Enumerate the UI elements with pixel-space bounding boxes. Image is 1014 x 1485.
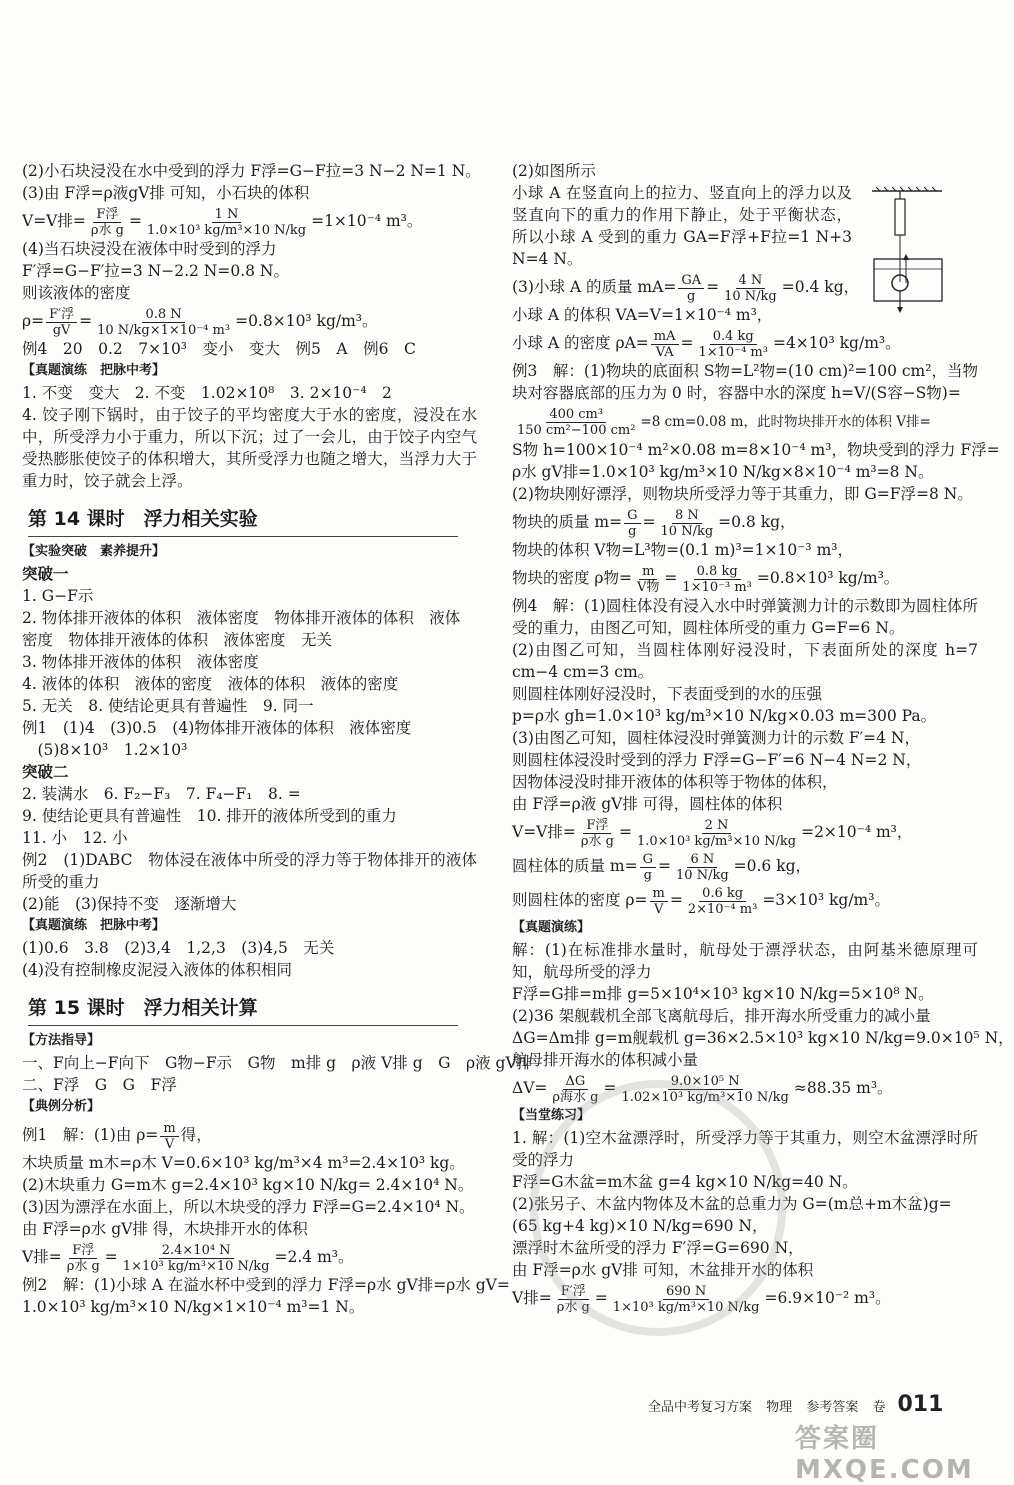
answer-line: (2)物块刚好漂浮，则物块所受浮力等于其重力，即 G=F浮=8 N。 bbox=[512, 485, 973, 503]
formula-text: =6.9×10⁻² m³。 bbox=[764, 1289, 891, 1307]
section-heading: 【实验突破 素养提升】 bbox=[22, 544, 166, 559]
fraction bbox=[721, 273, 780, 304]
denominator: 1.0×10³ kg/m³×10 N/kg bbox=[146, 222, 307, 238]
formula-cd bbox=[512, 883, 978, 917]
numerator: F′浮 bbox=[46, 307, 77, 323]
formula-text: =0.8 kg， bbox=[718, 513, 796, 531]
fraction bbox=[514, 407, 638, 438]
answer-line: 物块的体积 V物=L³物=(0.1 m)³=1×10⁻³ m³， bbox=[512, 541, 853, 559]
numerator: 0.8 kg bbox=[694, 564, 741, 580]
formula-volume bbox=[22, 204, 477, 238]
numerator: 6 N bbox=[687, 852, 717, 868]
denominator: 150 cm²−100 cm² bbox=[517, 422, 636, 438]
numerator: F′浮 bbox=[558, 1284, 589, 1300]
formula-text: ρ= bbox=[22, 312, 45, 330]
subsection-title: 突破二 bbox=[22, 762, 69, 781]
section-heading: 【真题演练 把脉中考】 bbox=[22, 363, 166, 378]
answer-line: 4. 液体的体积 液体的密度 液体的体积 液体的密度 bbox=[22, 675, 399, 693]
fraction bbox=[120, 1243, 273, 1274]
fraction bbox=[144, 207, 309, 238]
formula-text: = bbox=[128, 212, 142, 230]
answer-line: F浮=G木盆=m木盆 g=4 kg×10 N/kg=40 N。 bbox=[512, 1173, 858, 1191]
formula-text: = bbox=[618, 823, 632, 841]
denominator: 1×10⁻⁴ m³ bbox=[698, 344, 768, 360]
denominator: ρ水 g bbox=[556, 1299, 590, 1315]
answer-line: (1)0.6 3.8 (2)3,4 1,2,3 (3)4,5 无关 bbox=[22, 939, 335, 957]
answer-paragraph: 小球 A 在竖直向上的拉力、竖直向上的浮力以及竖直向下的重力的作用下静止，处于平衡状态，所以小球 A 受到的重力 GA=F浮+F拉=1 N+3 N=4 N。 bbox=[512, 184, 852, 268]
answer-line: (2)能 (3)保持不变 逐渐增大 bbox=[22, 895, 237, 913]
denominator: V bbox=[654, 901, 664, 917]
denominator: 1.02×10³ kg/m³×10 N/kg bbox=[621, 1089, 789, 1105]
denominator: 1×10⁻³ m³ bbox=[682, 579, 752, 595]
formula-text: 物块的质量 m= bbox=[512, 513, 623, 531]
section-heading: 【真题演练 把脉中考】 bbox=[22, 918, 166, 933]
numerator: 400 cm³ bbox=[546, 407, 606, 423]
denominator: gV bbox=[52, 322, 71, 338]
formula-text: =0.6 kg， bbox=[733, 857, 812, 875]
numerator: 690 N bbox=[663, 1284, 709, 1300]
formula-text: = bbox=[603, 1079, 617, 1097]
answer-line: 11. 小 12. 小 bbox=[22, 829, 128, 847]
answer-line: 木块质量 m木=ρ木 V=0.6×10³ kg/m³×4 m³=2.4×10³ kg。 bbox=[22, 1154, 465, 1172]
numerator: m bbox=[650, 886, 668, 902]
answer-line: (3)由图乙可知，圆柱体浸没时弹簧测力计的示数 F′=4 N， bbox=[512, 729, 920, 747]
formula-text: = bbox=[706, 278, 720, 296]
denominator: g bbox=[628, 523, 637, 539]
fraction bbox=[696, 329, 771, 360]
answer-line: F浮=G排=m排 g=5×10⁴×10³ kg×10 N/kg=5×10⁸ N。 bbox=[512, 985, 934, 1003]
answer-line: 例4 20 0.2 7×10³ 变小 变大 例5 A 例6 C bbox=[22, 340, 416, 358]
numerator: 1 N bbox=[212, 207, 242, 223]
answer-paragraph: 例2 (1)DABC 物体浸在液体中所受的浮力等于物体排开的液体所受的重力 bbox=[22, 851, 477, 891]
answer-line: 例1 (1)4 (3)0.5 (4)物体排开液体的体积 液体密度 bbox=[22, 719, 412, 737]
answer-line: p=ρ水 gh=1.0×10³ kg/m³×10 N/kg×0.03 m=300 Pa。 bbox=[512, 707, 937, 725]
fraction bbox=[624, 508, 640, 539]
answer-line: (3)因为漂浮在水面上，所以木块受的浮力 F浮=G=2.4×10⁴ N。 bbox=[22, 1198, 475, 1216]
formula-ex1 bbox=[22, 1118, 477, 1152]
answer-line: ρ水 gV排=1.0×10³ kg/m³×10 N/kg×8×10⁻⁴ m³=8 N。 bbox=[512, 463, 934, 481]
denominator: V bbox=[164, 1136, 175, 1152]
numerator: 0.4 kg bbox=[710, 329, 757, 345]
fraction bbox=[651, 329, 679, 360]
formula-text: =0.8×10³ kg/m³。 bbox=[756, 569, 900, 587]
fraction bbox=[685, 886, 760, 917]
text-line: (2)小石块浸没在水中受到的浮力 F浮=G−F拉=3 N−2 N=1 N。 bbox=[22, 162, 481, 180]
answers-label: 参考答案 bbox=[806, 1400, 859, 1415]
answer-line: 5. 无关 8. 使结论更具有普遍性 9. 同一 bbox=[22, 697, 314, 715]
numerator: F浮 bbox=[69, 1243, 97, 1259]
watermark-logo: 答案圈 MXQE.COM bbox=[795, 1424, 974, 1485]
denominator: ρ水 g bbox=[66, 1258, 100, 1274]
formula-d bbox=[512, 561, 978, 595]
denominator: 2×10⁻⁴ m³ bbox=[687, 901, 758, 917]
numerator: 0.8 N bbox=[142, 307, 184, 323]
fraction bbox=[46, 307, 77, 338]
formula-vpai bbox=[22, 1240, 477, 1274]
fraction bbox=[640, 852, 656, 883]
numerator: mA bbox=[651, 329, 679, 345]
answer-line: 3. 物体排开液体的体积 液体密度 bbox=[22, 653, 259, 671]
fraction bbox=[88, 207, 127, 238]
answer-line: 例2 解：(1)小球 A 在溢水杯中受到的浮力 F浮=ρ水 gV排=ρ水 gV= bbox=[22, 1276, 510, 1294]
formula-text: =8 cm=0.08 m，此时物块排开水的体积 V排= bbox=[640, 414, 931, 430]
lesson-title: 第 14 课时 浮力相关实验 bbox=[28, 504, 458, 537]
answer-paragraph: 例3 解：(1)物块的底面积 S物=L²物=(10 cm)²=100 cm²，当物块对容器底部的压力为 0 时，容器中水的深度 h=V/(S容−S物)= bbox=[512, 362, 978, 402]
formula-m bbox=[512, 505, 978, 539]
numerator: F浮 bbox=[583, 818, 611, 834]
spring-scale bbox=[895, 199, 905, 235]
answer-line: ΔG=Δm排 g=m舰载机 g=36×2.5×10³ kg×10 N/kg=9.0×10⁵ N， bbox=[512, 1029, 1014, 1047]
fraction bbox=[650, 886, 668, 917]
answer-line: 则圆柱体浸没时受到的浮力 F浮=G−F′=6 N−4 N=2 N， bbox=[512, 751, 922, 769]
denominator: 1×10³ kg/m³×10 N/kg bbox=[122, 1258, 270, 1274]
formula-text: V排= bbox=[22, 1248, 62, 1266]
section-heading: 【真题演练】 bbox=[512, 920, 591, 935]
answer-paragraph: 4. 饺子刚下锅时，由于饺子的平均密度大于水的密度，浸没在水中，所受浮力小于重力，所以下沉；过了一会儿，由于饺子内空气受热膨胀使饺子的体积增大，其所受浮力也随之增大，当浮力大于重力时，饺子就会上浮。 bbox=[22, 406, 477, 490]
numerator: GA bbox=[678, 273, 704, 289]
answer-line: S物 h=100×10⁻⁴ m²×0.08 m=8×10⁻⁴ m³，物块受到的浮力 F浮= bbox=[512, 441, 1000, 459]
lesson-title: 第 15 课时 浮力相关计算 bbox=[28, 993, 458, 1026]
answer-line: (5)8×10³ 1.2×10³ bbox=[22, 741, 188, 759]
denominator: 1×10³ kg/m³×10 N/kg bbox=[612, 1299, 760, 1315]
formula-text: = bbox=[680, 334, 694, 352]
page-footer bbox=[648, 1392, 953, 1417]
numerator: G bbox=[624, 508, 640, 524]
formula-text: ≈88.35 m³。 bbox=[793, 1079, 893, 1097]
formula-depth bbox=[512, 404, 978, 439]
formula-text: (3)小球 A 的质量 mA= bbox=[512, 278, 677, 296]
answer-line: 由 F浮=ρ液 gV排 可得，圆柱体的体积 bbox=[512, 795, 783, 813]
fraction bbox=[634, 818, 799, 849]
answer-line: (2)如图所示 bbox=[512, 162, 596, 180]
denominator: 10 N/kg×1×10⁻⁴ m³ bbox=[97, 322, 231, 338]
formula-text: =2.4 m³。 bbox=[274, 1248, 354, 1266]
formula-text: =0.4 kg， bbox=[781, 278, 860, 296]
formula-text: = bbox=[79, 312, 93, 330]
answer-paragraph: 1. 解：(1)空木盆漂浮时，所受浮力等于其重力，则空木盆漂浮时所受的浮力 bbox=[512, 1129, 978, 1169]
section-heading: 【方法指导】 bbox=[22, 1033, 101, 1048]
formula-text: =3×10³ kg/m³。 bbox=[762, 891, 890, 909]
denominator: 10 N/kg bbox=[676, 867, 729, 883]
subject-label: 物理 bbox=[766, 1400, 793, 1415]
section-heading: 【当堂练习】 bbox=[512, 1108, 591, 1123]
formula-text: = bbox=[669, 891, 683, 909]
numerator: G bbox=[640, 852, 656, 868]
denominator: 1.0×10³ kg/m³×10 N/kg bbox=[636, 833, 797, 849]
denominator: 10 N/kg bbox=[660, 523, 714, 539]
formula-text: =4×10³ kg/m³。 bbox=[772, 334, 901, 352]
formula-text: =2×10⁻⁴ m³， bbox=[801, 823, 913, 841]
text-line: 则该液体的密度 bbox=[22, 284, 131, 302]
denominator: ρ海水 g bbox=[552, 1089, 599, 1105]
numerator: F浮 bbox=[93, 207, 121, 223]
formula-density bbox=[22, 304, 477, 338]
book-title: 全品中考复习方案 bbox=[648, 1400, 753, 1415]
answer-line: 密度 物体排开液体的体积 液体密度 无关 bbox=[22, 631, 333, 649]
force-diagram bbox=[862, 187, 954, 317]
answer-line: 由 F浮=ρ水 gV排 可知，木盆排开水的体积 bbox=[512, 1261, 814, 1279]
formula-text: 则圆柱体的密度 ρ= bbox=[512, 891, 648, 909]
page-number: 011 bbox=[897, 1392, 944, 1417]
numerator: 4 N bbox=[736, 273, 766, 289]
formula-text: =1×10⁻⁴ m³。 bbox=[311, 212, 423, 230]
formula-text: =0.8×10³ kg/m³。 bbox=[235, 312, 378, 330]
gravity-arrowhead bbox=[897, 307, 903, 313]
numerator: ΔG bbox=[563, 1074, 589, 1090]
denominator: 10 N/kg bbox=[724, 288, 777, 304]
formula-density-a bbox=[512, 326, 978, 360]
numerator: 9.0×10⁵ N bbox=[668, 1074, 743, 1090]
watermark-seal bbox=[530, 1080, 786, 1336]
fraction bbox=[673, 852, 732, 883]
answer-line: 1. G−F示 bbox=[22, 587, 94, 605]
numerator: m bbox=[639, 564, 657, 580]
formula-text: = bbox=[594, 1289, 608, 1307]
formula-cm bbox=[512, 849, 978, 883]
formula-text: = bbox=[642, 513, 656, 531]
answer-line: (65 kg+4 kg)×10 N/kg=690 N， bbox=[512, 1217, 768, 1235]
formula-text: 例1 解：(1)由 ρ= bbox=[22, 1126, 159, 1144]
numerator: 8 N bbox=[672, 508, 702, 524]
answer-line: (2)36 架舰载机全部飞离航母后，排开海水所受重力的减小量 bbox=[512, 1007, 931, 1025]
formula-text: V排= bbox=[512, 1289, 552, 1307]
buoyancy-arrowhead bbox=[903, 254, 909, 260]
fraction bbox=[679, 564, 754, 595]
fraction bbox=[678, 273, 704, 304]
volume-label: 卷 bbox=[872, 1400, 886, 1415]
formula-text: 小球 A 的密度 ρA= bbox=[512, 334, 649, 352]
answer-line: 9. 使结论更具有普遍性 10. 排开的液体所受到的重力 bbox=[22, 807, 397, 825]
answer-line: 漂浮时木盆所受的浮力 F′浮=G=690 N， bbox=[512, 1239, 804, 1257]
answer-line: 小球 A 的体积 VA=V=1×10⁻⁴ m³， bbox=[512, 306, 773, 324]
fraction bbox=[658, 508, 717, 539]
fraction bbox=[578, 818, 617, 849]
numerator: 2.4×10⁴ N bbox=[159, 1243, 234, 1259]
denominator: ρ水 g bbox=[580, 833, 614, 849]
denominator: g bbox=[643, 867, 652, 883]
denominator: g bbox=[687, 288, 696, 304]
text-line: (4)当石块浸没在液体中时受到的浮力 bbox=[22, 240, 277, 258]
formula-text: = bbox=[658, 857, 672, 875]
answer-line: 2. 装满水 6. F₂−F₃ 7. F₄−F₁ 8. = bbox=[22, 785, 301, 803]
answer-line: 航母排开海水的体积减小量 bbox=[512, 1051, 699, 1069]
fraction bbox=[160, 1121, 178, 1152]
answer-paragraph: 例4 解：(1)圆柱体没有浸入水中时弹簧测力计的示数即为圆柱体所受的重力，由图乙可知，圆柱体所受的重力 G=F=6 N。 bbox=[512, 597, 978, 637]
denominator: VA bbox=[655, 344, 674, 360]
answer-line: 1.0×10³ kg/m³×10 N/kg×1×10⁻⁴ m³=1 N。 bbox=[22, 1298, 365, 1316]
formula-cv bbox=[512, 815, 978, 849]
formula-text: V=V排= bbox=[22, 212, 86, 230]
answer-line: 二、F浮 G G F浮 bbox=[22, 1076, 177, 1094]
answer-line: 则圆柱体刚好浸没时，下表面受到的水的压强 bbox=[512, 685, 823, 703]
answer-line: 由 F浮=ρ水 gV排 得，木块排开水的体积 bbox=[22, 1220, 308, 1238]
numerator: m bbox=[160, 1121, 178, 1137]
formula-dv bbox=[512, 1071, 978, 1105]
formula-text: = bbox=[104, 1248, 118, 1266]
denominator: V物 bbox=[637, 579, 660, 595]
formula-text: 物块的密度 ρ物= bbox=[512, 569, 633, 587]
formula-text: 圆柱体的质量 m= bbox=[512, 857, 638, 875]
formula-text: V=V排= bbox=[512, 823, 576, 841]
numerator: 0.6 kg bbox=[699, 886, 746, 902]
text-line: (3)由 F浮=ρ液gV排 可知，小石块的体积 bbox=[22, 184, 310, 202]
text-line: F′浮=G−F′拉=3 N−2.2 N=0.8 N。 bbox=[22, 262, 289, 280]
answer-line: (4)没有控制橡皮泥浸入液体的体积相同 bbox=[22, 961, 292, 979]
formula-text: 得， bbox=[180, 1126, 212, 1144]
answer-line: (2)木块重力 G=m木 g=2.4×10³ kg×10 N/kg= 2.4×10⁴ N。 bbox=[22, 1176, 474, 1194]
answer-line: 1. 不变 变大 2. 不变 1.02×10⁸ 3. 2×10⁻⁴ 2 bbox=[22, 384, 392, 402]
subsection-title: 突破一 bbox=[22, 564, 69, 583]
fraction bbox=[64, 1243, 103, 1274]
formula-text: = bbox=[664, 569, 678, 587]
answer-line: 2. 物体排开液体的体积 液体密度 物体排开液体的体积 液体 bbox=[22, 609, 461, 627]
answer-line: 因物体浸没时排开液体的体积等于物体的体积， bbox=[512, 773, 838, 791]
section-heading: 【典例分析】 bbox=[22, 1099, 101, 1114]
fraction bbox=[94, 307, 233, 338]
numerator: 2 N bbox=[702, 818, 732, 834]
fraction bbox=[634, 564, 662, 595]
answer-paragraph: (2)由图乙可知，当圆柱体刚好浸没时，下表面所处的深度 h=7 cm−4 cm=3 cm。 bbox=[512, 641, 978, 681]
answer-line: (2)张另子、木盆内物体及木盆的总重力为 G=(m总+m木盆)g= bbox=[512, 1195, 952, 1213]
answer-line: 一、F向上−F向下 G物−F示 G物 m排 g ρ液 V排 g G ρ液 gV排 bbox=[22, 1054, 533, 1072]
formula-text: ΔV= bbox=[512, 1079, 548, 1097]
answer-paragraph: 解：(1)在标准排水量时，航母处于漂浮状态，由阿基米德原理可知，航母所受的浮力 bbox=[512, 941, 978, 981]
denominator: ρ水 g bbox=[90, 222, 124, 238]
